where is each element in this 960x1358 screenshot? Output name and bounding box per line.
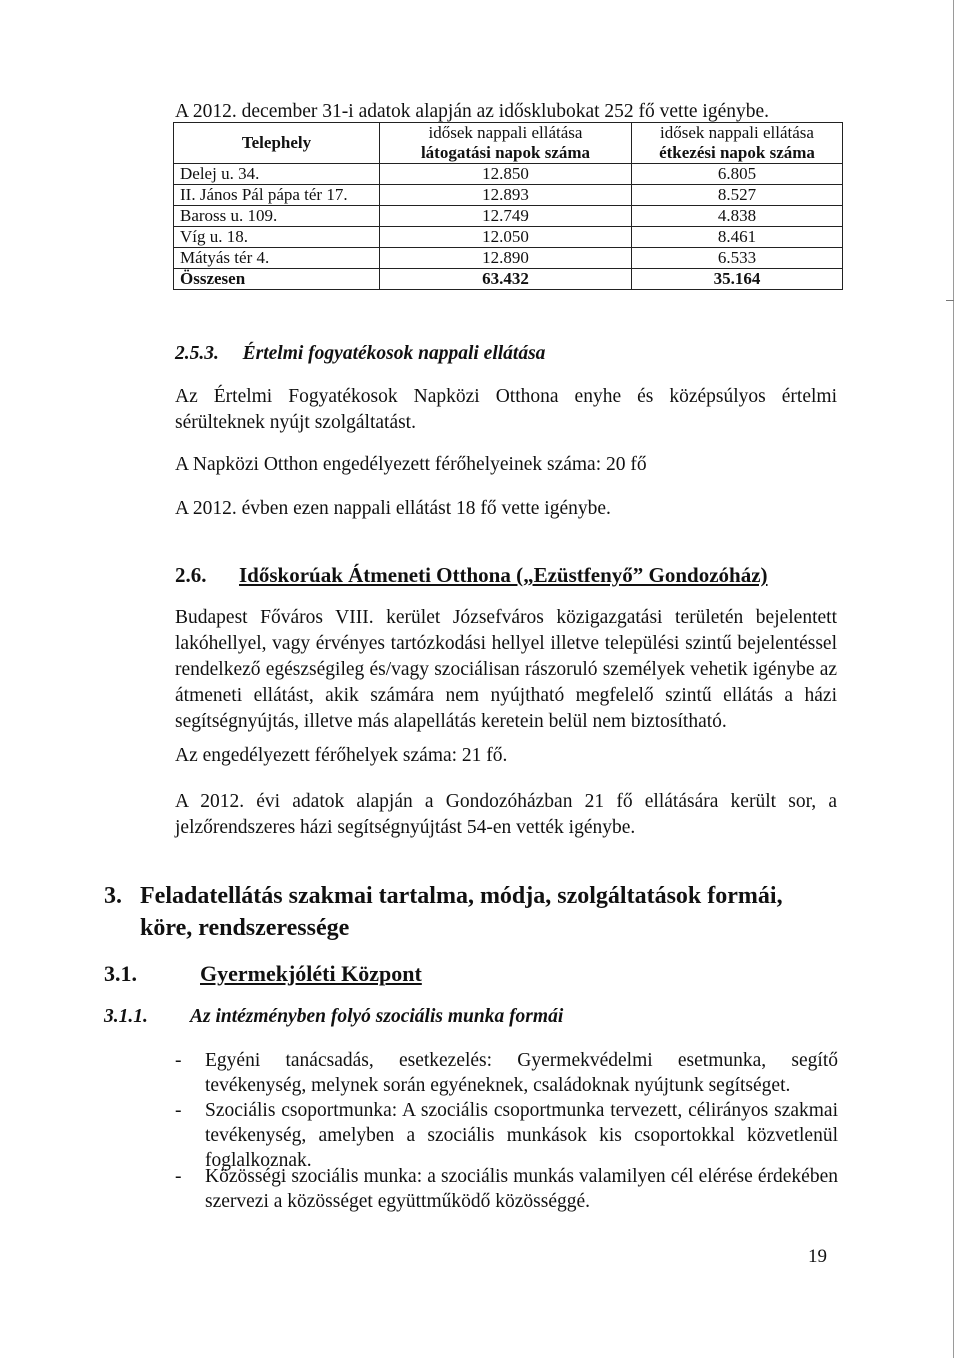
cell-visits: 12.050 bbox=[380, 227, 632, 248]
scan-edge-tick bbox=[946, 300, 954, 301]
table-row bbox=[174, 206, 843, 227]
section-3-1-number: 3.1. bbox=[104, 961, 137, 986]
table-row bbox=[174, 248, 843, 269]
cell-total-meals: 35.164 bbox=[632, 269, 843, 290]
cell-visits: 12.850 bbox=[380, 164, 632, 185]
cell-site: Delej u. 34. bbox=[174, 164, 380, 185]
section-title: Időskorúak Átmeneti Otthona („Ezüstfenyő” Gondozóház) bbox=[239, 563, 768, 587]
header-site: Telephely bbox=[174, 123, 380, 164]
section-2-5-3-paragraph-2: A Napközi Otthon engedélyezett férőhelyeinek száma: 20 fő bbox=[175, 454, 647, 475]
cell-total-label: Összesen bbox=[174, 269, 380, 290]
cell-site: Víg u. 18. bbox=[174, 227, 380, 248]
table-total-row bbox=[174, 269, 843, 290]
table-row bbox=[174, 164, 843, 185]
header-visits: idősek nappali ellátása látogatási napok száma bbox=[380, 123, 632, 164]
section-2-6-paragraph-2: Az engedélyezett férőhelyek száma: 21 fő. bbox=[175, 745, 508, 766]
day-care-table bbox=[173, 122, 843, 290]
cell-meals: 4.838 bbox=[632, 206, 843, 227]
section-3-1-1-number: 3.1.1. bbox=[104, 1006, 148, 1027]
section-number: 2.5.3. bbox=[175, 343, 219, 364]
section-2-5-3-paragraph-1: Az Értelmi Fogyatékosok Napközi Otthona enyhe és középsúlyos értelmi sérülteknek nyújt szolgáltatást. bbox=[175, 386, 837, 433]
section-2-6-paragraph-3: A 2012. évi adatok alapján a Gondozóházban 21 fő ellátására került sor, a jelzőrendszeres házi segítségnyújtást 54-en vették igénybe. bbox=[175, 791, 837, 838]
cell-total-visits: 63.432 bbox=[380, 269, 632, 290]
cell-meals: 8.461 bbox=[632, 227, 843, 248]
cell-site: Baross u. 109. bbox=[174, 206, 380, 227]
list-item-text: Szociális csoportmunka: A szociális csoportmunka tervezett, célirányos szakmai tevékenység, amelyben a szociális munkások kis csoportokkal közvetlenül foglalkoznak. bbox=[205, 1100, 838, 1171]
list-dash: - bbox=[175, 1166, 182, 1187]
section-2-5-3-paragraph-3: A 2012. évben ezen nappali ellátást 18 fő vette igénybe. bbox=[175, 498, 611, 519]
scan-edge-line bbox=[953, 0, 954, 1358]
cell-visits: 12.890 bbox=[380, 248, 632, 269]
list-item-text: Egyéni tanácsadás, esetkezelés: Gyermekvédelmi esetmunka, segítő tevékenység, melynek során egyéneknek, családoknak nyújtunk segítséget. bbox=[205, 1050, 838, 1096]
list-dash: - bbox=[175, 1100, 182, 1121]
section-title: Értelmi fogyatékosok nappali ellátása bbox=[242, 343, 546, 364]
list-item bbox=[175, 1164, 838, 1216]
header-meals: idősek nappali ellátása étkezési napok száma bbox=[632, 123, 843, 164]
section-2-6-heading bbox=[175, 562, 768, 588]
section-3-1-1-title: Az intézményben folyó szociális munka formái bbox=[190, 1006, 564, 1027]
list-item-text: Közösségi szociális munka: a szociális munkás valamilyen cél elérése érdekében szervezi a közösséget együttműködő közösséggé. bbox=[205, 1166, 838, 1212]
list-item bbox=[175, 1048, 838, 1100]
cell-meals: 6.533 bbox=[632, 248, 843, 269]
list-dash: - bbox=[175, 1050, 182, 1071]
section-number: 2.6. bbox=[175, 563, 207, 587]
page-number: 19 bbox=[808, 1246, 827, 1267]
cell-site: II. János Pál pápa tér 17. bbox=[174, 185, 380, 206]
table-row bbox=[174, 227, 843, 248]
section-2-5-3-heading bbox=[175, 341, 545, 367]
table-header-row bbox=[174, 123, 843, 164]
table-row bbox=[174, 185, 843, 206]
cell-meals: 8.527 bbox=[632, 185, 843, 206]
cell-site: Mátyás tér 4. bbox=[174, 248, 380, 269]
cell-meals: 6.805 bbox=[632, 164, 843, 185]
cell-visits: 12.749 bbox=[380, 206, 632, 227]
section-3-number: 3. bbox=[104, 883, 122, 909]
cell-visits: 12.893 bbox=[380, 185, 632, 206]
section-3-1-title: Gyermekjóléti Központ bbox=[200, 961, 422, 986]
intro-text: A 2012. december 31-i adatok alapján az idősklubokat 252 fő vette igénybe. bbox=[175, 101, 770, 122]
section-3-title: Feladatellátás szakmai tartalma, módja, szolgáltatások formái, köre, rendszeressége bbox=[140, 883, 783, 941]
section-2-6-paragraph-1: Budapest Főváros VIII. kerület Józsefváros közigazgatási területén bejelentett lakóhellyel, vagy érvényes tartózkodási hellyel illetve települési szintű bejelentéssel rendelkező egészségileg és/vagy szociálisan rászoruló személyek vehetik igénybe az átmeneti ellátást, akik számára nem nyújtható megfelelő szintű ellátás a házi segítségnyújtás, illetve más alapellátás keretein belül nem biztosítható. bbox=[175, 607, 837, 732]
